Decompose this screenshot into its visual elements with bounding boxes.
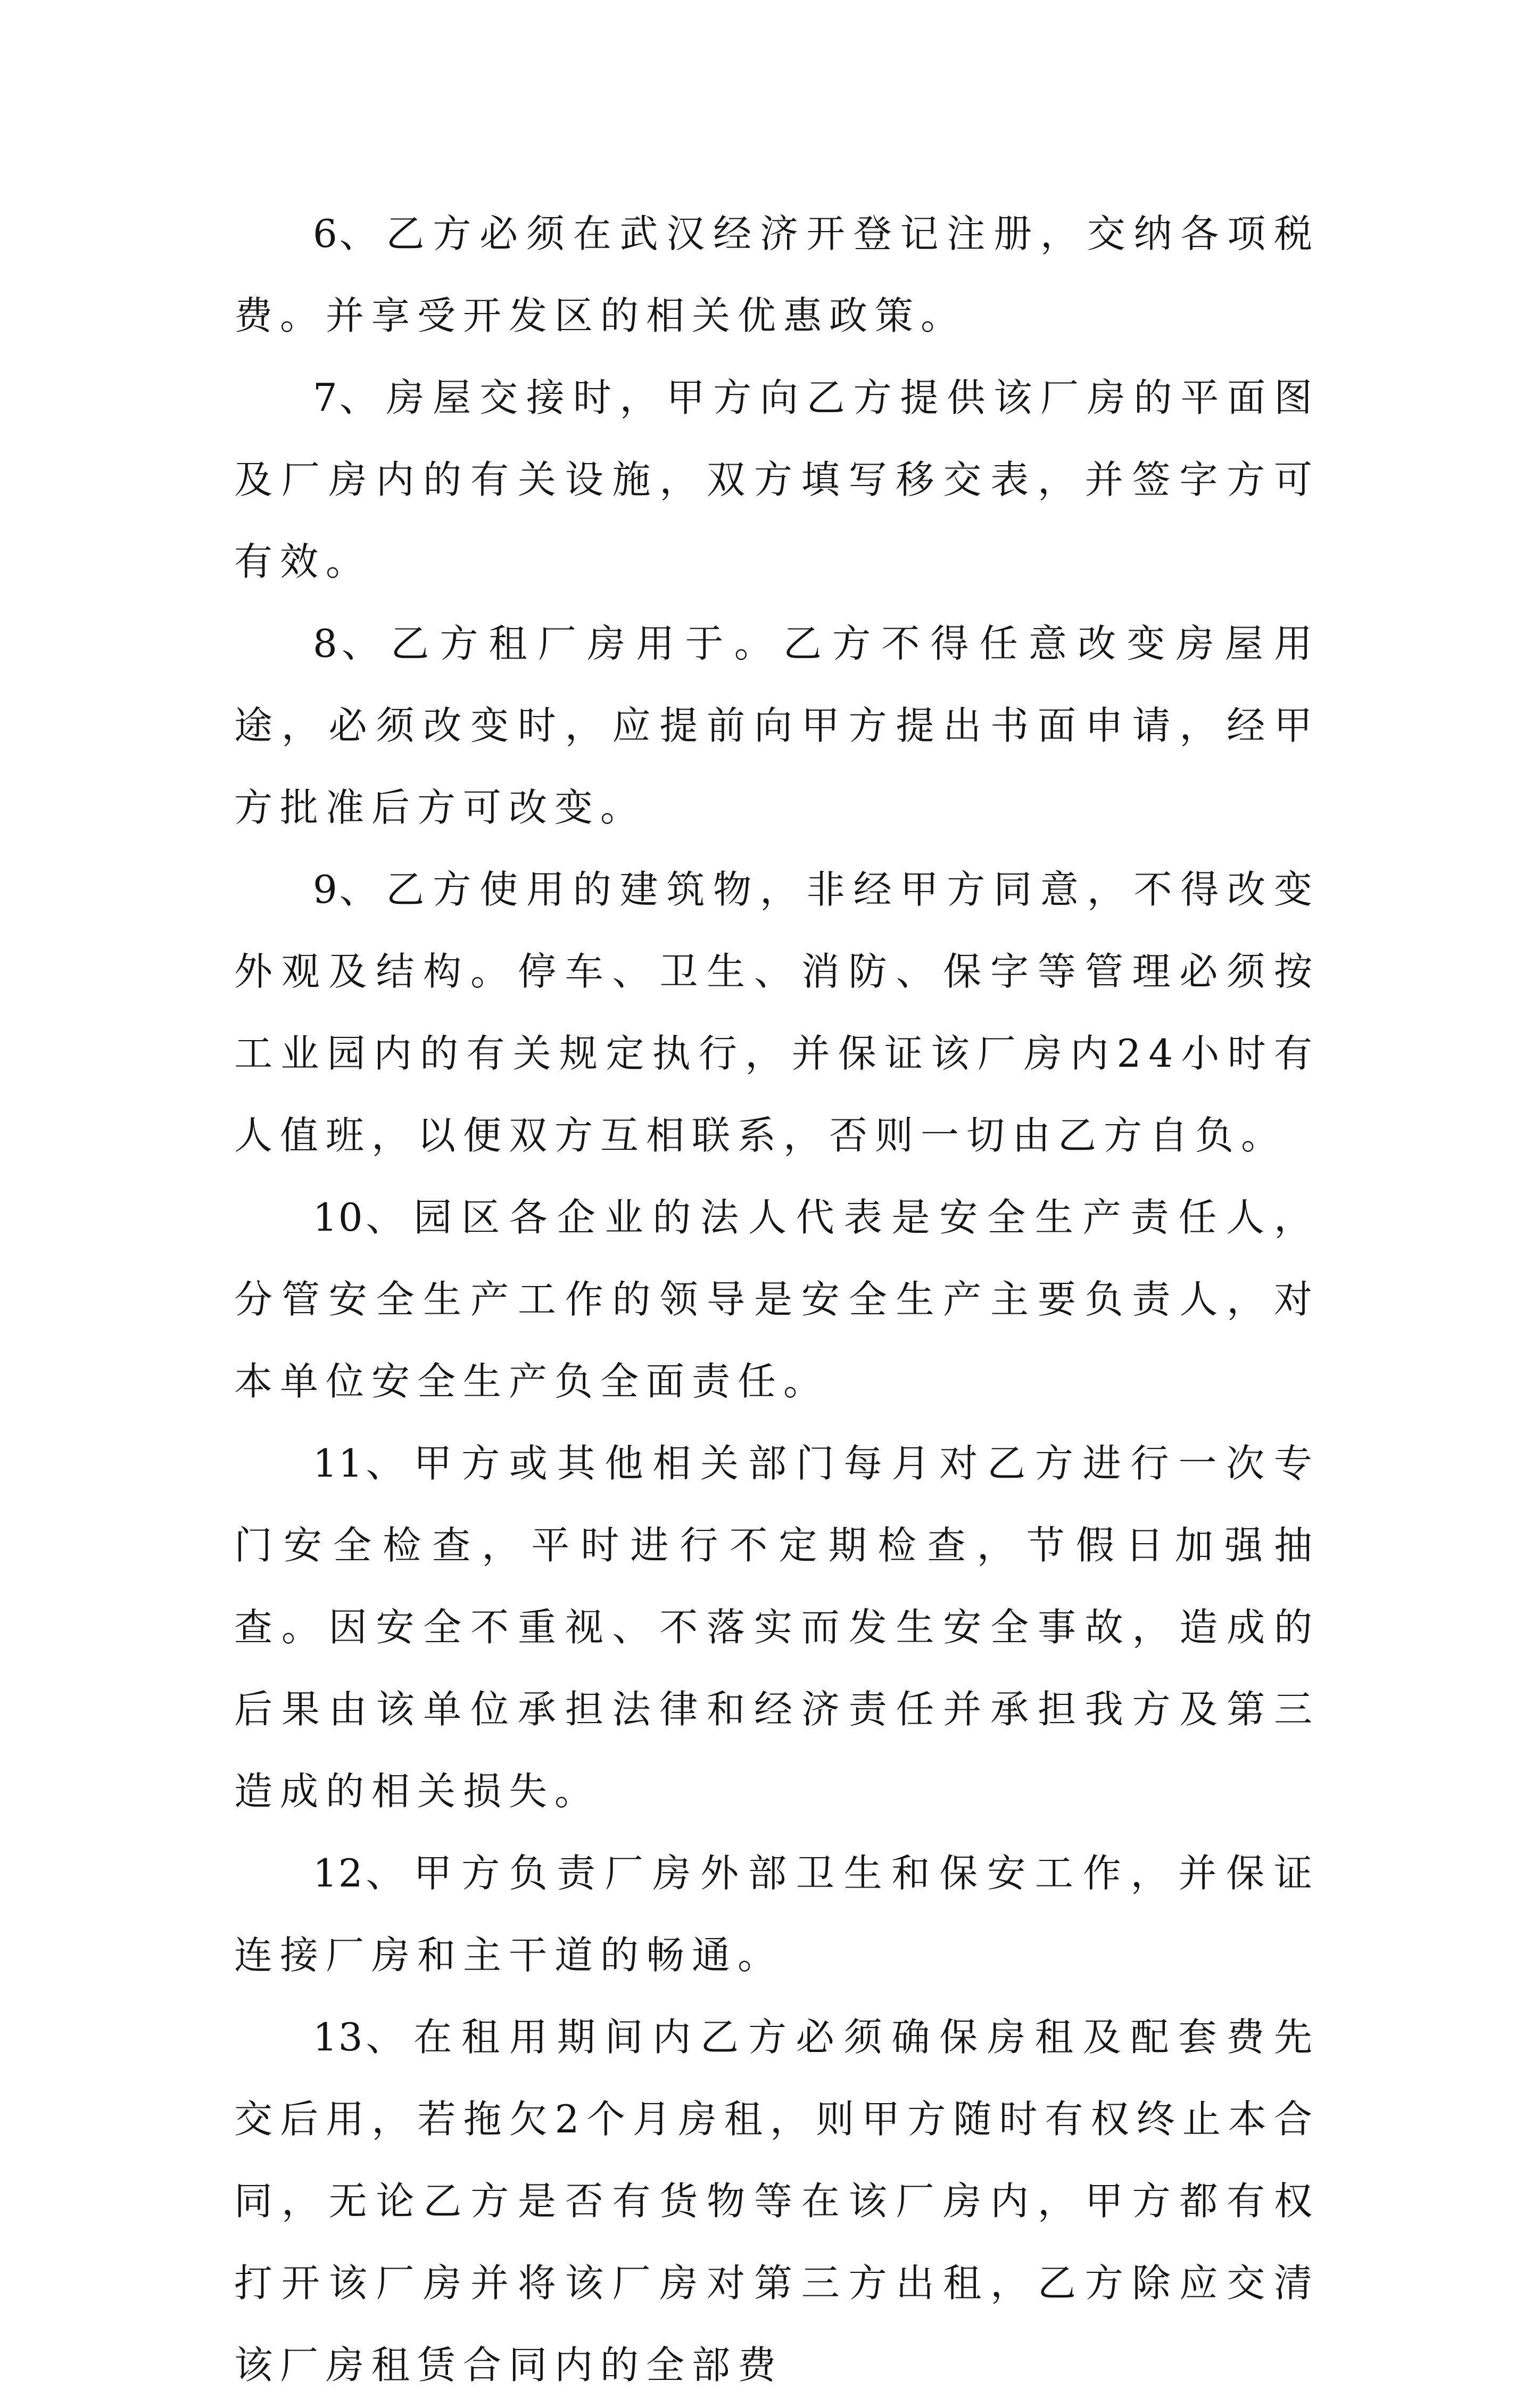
- clause-text: 、甲方或其他相关部门每月对乙方进行一次专门安全检查，平时进行不定期检查，节假日加强抽查。因安全不重视、不落实而发生安全事故，造成的后果由该单位承担法律和经济责任并承担我方及第三造成的相关损失。: [234, 1441, 1320, 1814]
- clause-text: 、甲方负责厂房外部卫生和保安工作，并保证连接厂房和主干道的畅通。: [234, 1851, 1320, 1977]
- clause-12: [234, 1832, 1320, 1996]
- clause-text: 、乙方租厂房用于。乙方不得任意改变房屋用途，必须改变时，应提前向甲方提出书面申请，经甲方批准后方可改变。: [234, 621, 1320, 830]
- clause-number: 9: [313, 867, 338, 912]
- clause-text: 、园区各企业的法人代表是安全生产责任人，分管安全生产工作的领导是安全生产主要负责人，对本单位安全生产负全面责任。: [234, 1195, 1320, 1404]
- clause-number: 7: [313, 375, 338, 420]
- document-body: [234, 193, 1320, 2406]
- clause-6: [234, 193, 1320, 357]
- clause-13: [234, 1996, 1320, 2406]
- clause-number: 6: [313, 211, 338, 256]
- clause-9: [234, 848, 1320, 1176]
- clause-number: 13: [313, 2015, 364, 2059]
- clause-text: 、乙方使用的建筑物，非经甲方同意，不得改变外观及结构。停车、卫生、消防、保字等管理必须按工业园内的有关规定执行，并保证该厂房内24小时有人值班，以便双方互相联系，否则一切由乙方自负。: [234, 867, 1320, 1158]
- clause-11: [234, 1422, 1320, 1832]
- clause-number: 10: [313, 1195, 364, 1240]
- clause-7: [234, 357, 1320, 603]
- clause-text: 、房屋交接时，甲方向乙方提供该厂房的平面图及厂房内的有关设施，双方填写移交表，并签字方可有效。: [234, 375, 1320, 584]
- clause-text: 、在租用期间内乙方必须确保房租及配套费先交后用，若拖欠2个月房租，则甲方随时有权终止本合同，无论乙方是否有货物等在该厂房内，甲方都有权打开该厂房并将该厂房对第三方出租，乙方除应交清该厂房租赁合同内的全部费: [234, 2015, 1320, 2387]
- clause-number: 11: [313, 1441, 364, 1486]
- clause-text: 、乙方必须在武汉经济开登记注册，交纳各项税费。并享受开发区的相关优惠政策。: [234, 211, 1320, 338]
- clause-8: [234, 603, 1320, 848]
- clause-10: [234, 1176, 1320, 1422]
- clause-number: 8: [313, 621, 338, 666]
- clause-number: 12: [313, 1851, 364, 1896]
